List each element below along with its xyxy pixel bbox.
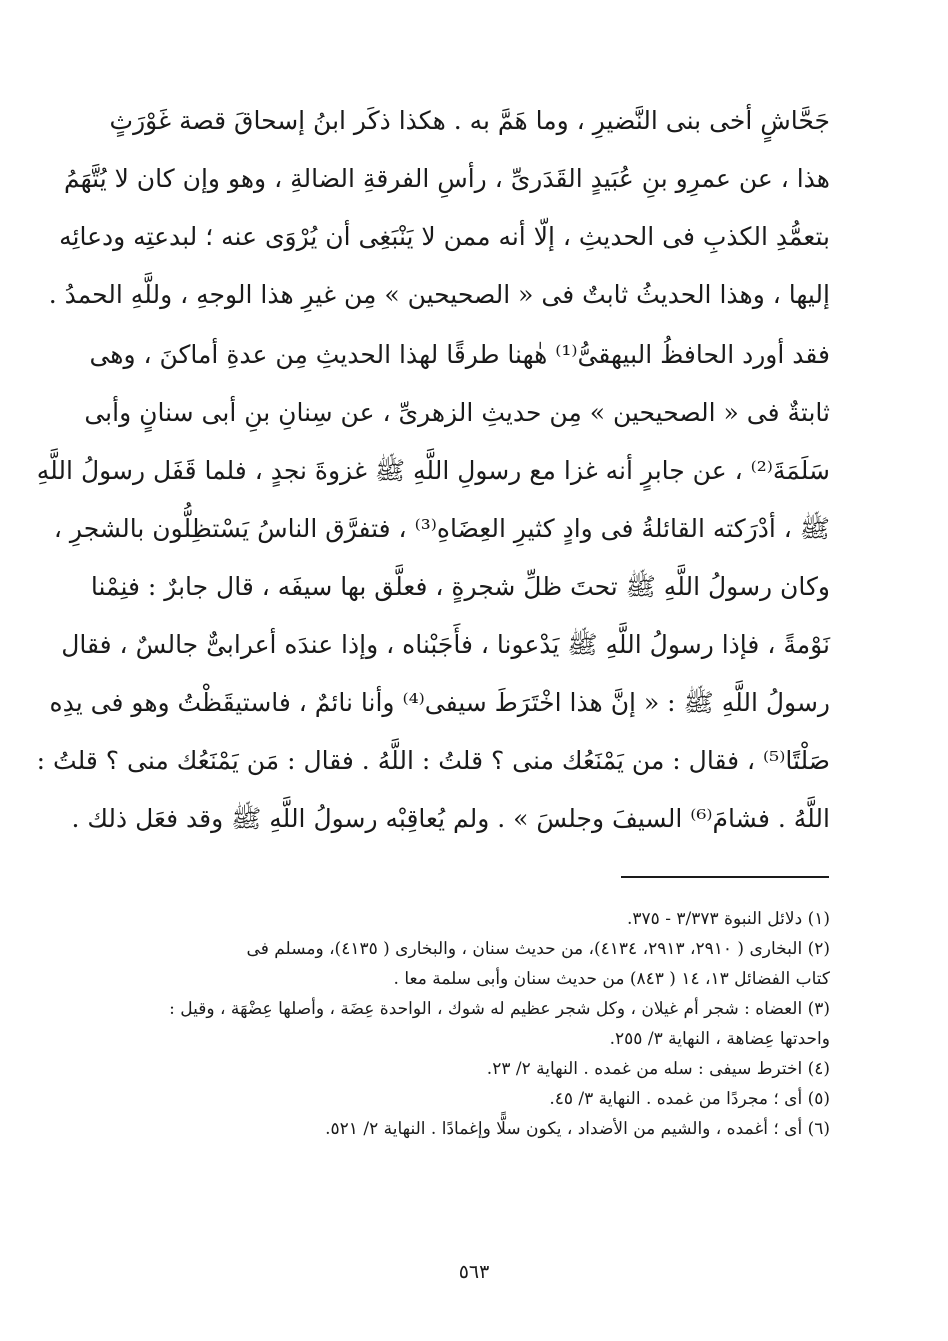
footnote-line: كتاب الفضائل ١٣، ١٤ ( ٨٤٣) من حديث سنان وأبى سلمة معا . bbox=[393, 969, 830, 989]
footnote-3 bbox=[112, 994, 830, 1054]
text-line: سَلَمَةَ⁽²⁾ ، عن جابرٍ أنه غزا مع رسولِ اللَّهِ ﷺ غزوةَ نجدٍ ، فلما قَفَل رسولُ اللَّهِ bbox=[36, 456, 830, 485]
text-line: ثابتةٌ فى « الصحيحين » مِن حديثِ الزهرىِّ ، عن سِنانِ بنِ أبى سنانٍ وأبى bbox=[84, 398, 830, 427]
text-line: إليها ، وهذا الحديثُ ثابتٌ فى « الصحيحين » مِن غيرِ هذا الوجهِ ، وللَّهِ الحمدُ . bbox=[48, 280, 830, 309]
paragraph-2 bbox=[36, 326, 830, 848]
footnote-4 bbox=[112, 1054, 830, 1084]
page-number: ٥٦٣ bbox=[458, 1261, 490, 1283]
text-line: هذا ، عن عمرِو بنِ عُبَيدٍ القَدَرىِّ ، رأسِ الفرقةِ الضالةِ ، وهو وإن كان لا يُتَّهَمُ bbox=[63, 164, 830, 193]
footnote-line: (٥) أى ؛ مجردًا من غمده . النهاية ٣/ ٤٥. bbox=[549, 1089, 830, 1109]
footnote-line: (١) دلائل النبوة ٣/٣٧٣ - ٣٧٥. bbox=[627, 909, 830, 929]
footnote-line: (٣) العضاه : شجر أم غيلان ، وكل شجر عظيم له شوك ، الواحدة عِضَة ، وأصلها عِضْهَة ، وقيل : bbox=[169, 999, 830, 1019]
footnote-line: واحدتها عِضاهة ، النهاية ٣/ ٢٥٥. bbox=[609, 1029, 830, 1049]
text-line: وكان رسولُ اللَّهِ ﷺ تحتَ ظلِّ شجرةٍ ، فعلَّق بها سيفَه ، قال جابرٌ : فنِمْنا bbox=[90, 572, 830, 601]
text-line: صَلْتًا⁽⁵⁾ ، فقال : من يَمْنَعُك منى ؟ قلتُ : اللَّهُ . فقال : مَن يَمْنَعُك منى ؟ قلتُ : bbox=[36, 746, 830, 775]
text-line: بتعمُّدِ الكذبِ فى الحديثِ ، إلّا أنه ممن لا يَنْبَغِى أن يُرْوَى عنه ؛ لبدعتِه ودعائِه bbox=[59, 222, 830, 251]
text-line: رسولُ اللَّهِ ﷺ : « إنَّ هذا اخْتَرَطَ سيفى⁽⁴⁾ وأنا نائمٌ ، فاستيقَظْتُ وهو فى يدِه bbox=[49, 688, 830, 717]
footnote-6 bbox=[112, 1114, 830, 1144]
text-line: ﷺ ، أدْرَكته القائلةُ فى وادٍ كثيرِ العِضَاهِ⁽³⁾ ، فتفرَّق الناسُ يَسْتظِلُّون بالشجرِ ، bbox=[53, 514, 830, 543]
text-line: نَوْمةً ، فإذا رسولُ اللَّهِ ﷺ يَدْعونا ، فأَجَبْناه ، وإذا عندَه أعرابىٌّ جالسٌ ، فقال bbox=[61, 630, 830, 659]
text-line: جَحَّاشٍ أخى بنى النَّضيرِ ، وما هَمَّ به . هكذا ذكَر ابنُ إسحاقَ قصة غَوْرَثٍ bbox=[109, 106, 830, 135]
footnote-line: (٦) أى ؛ أغمده ، والشيم من الأضداد ، يكون سلًّا وإغمادًا . النهاية ٢/ ٥٢١. bbox=[325, 1119, 830, 1139]
footnote-line: (٤) اخترط سيفى : سله من غمده . النهاية ٢/ ٢٣. bbox=[486, 1059, 830, 1079]
footnote-line: (٢) البخارى ( ٢٩١٠، ٢٩١٣، ٤١٣٤)، من حديث سنان ، والبخارى ( ٤١٣٥)، ومسلم فى bbox=[246, 939, 830, 959]
footnote-1 bbox=[112, 904, 830, 934]
text-line: اللَّهُ . فشامَ⁽⁶⁾ السيفَ وجلسَ » . ولم يُعاقِبْه رسولُ اللَّهِ ﷺ وقد فعَل ذلك . bbox=[71, 804, 830, 833]
text-line: فقد أورد الحافظُ البيهقىُّ⁽¹⁾ هٰهنا طرقًا لهذا الحديثِ مِن عدةِ أماكنَ ، وهى bbox=[89, 340, 830, 369]
footnotes-list bbox=[112, 904, 830, 1144]
paragraph-1 bbox=[48, 92, 830, 324]
footnote-2 bbox=[112, 934, 830, 994]
footnote-5 bbox=[112, 1084, 830, 1114]
footnote-divider bbox=[621, 876, 829, 878]
